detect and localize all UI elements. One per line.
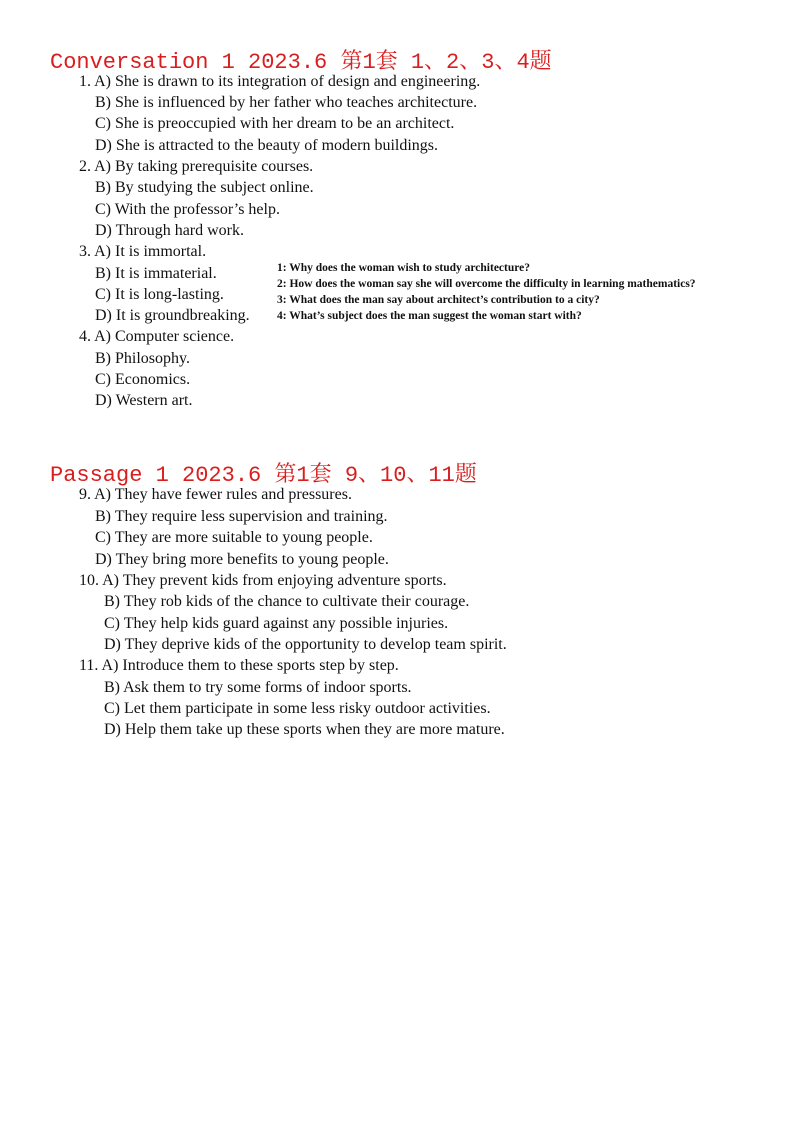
option-line: 9. A) They have fewer rules and pressures. [79, 486, 352, 503]
option-line: C) She is preoccupied with her dream to be an architect. [95, 115, 455, 132]
option-line: B) Ask them to try some forms of indoor sports. [104, 679, 412, 696]
option-line: 11. A) Introduce them to these sports step by step. [79, 657, 399, 674]
section-heading-conversation-1: Conversation 1 2023.6 第1套 1、2、3、4题 [50, 50, 552, 75]
option-line: C) Economics. [95, 371, 191, 388]
question-note: 2: How does the woman say she will overcome the difficulty in learning mathematics? [277, 278, 696, 290]
option-line: D) Through hard work. [95, 222, 245, 239]
question-note: 3: What does the man say about architect’s contribution to a city? [277, 294, 600, 306]
option-line: C) They help kids guard against any possible injuries. [104, 615, 449, 632]
option-line: D) She is attracted to the beauty of modern buildings. [95, 137, 439, 154]
question-note: 1: Why does the woman wish to study architecture? [277, 262, 531, 274]
option-line: 1. A) She is drawn to its integration of design and engineering. [79, 73, 481, 90]
option-line: D) It is groundbreaking. [95, 307, 250, 324]
question-notes [277, 260, 697, 324]
option-line: D) They bring more benefits to young people. [95, 551, 389, 568]
option-line: D) Western art. [95, 392, 193, 409]
section-heading-passage-1: Passage 1 2023.6 第1套 9、10、11题 [50, 463, 477, 488]
option-line: 2. A) By taking prerequisite courses. [79, 158, 314, 175]
option-line: 3. A) It is immortal. [79, 243, 207, 260]
option-line: B) They require less supervision and training. [95, 508, 388, 525]
option-line: B) Philosophy. [95, 350, 190, 367]
option-line: C) Let them participate in some less risky outdoor activities. [104, 700, 491, 717]
option-line: B) It is immaterial. [95, 265, 217, 282]
option-line: B) By studying the subject online. [95, 179, 314, 196]
option-line: C) With the professor’s help. [95, 201, 280, 218]
option-line: D) Help them take up these sports when they are more mature. [104, 721, 505, 738]
option-line: C) They are more suitable to young people. [95, 529, 373, 546]
option-line: C) It is long-lasting. [95, 286, 224, 303]
question-note: 4: What’s subject does the man suggest the woman start with? [277, 310, 582, 322]
option-line: B) They rob kids of the chance to cultivate their courage. [104, 593, 470, 610]
option-line: 4. A) Computer science. [79, 328, 235, 345]
option-line: D) They deprive kids of the opportunity to develop team spirit. [104, 636, 507, 653]
option-line: 10. A) They prevent kids from enjoying adventure sports. [79, 572, 447, 589]
option-line: B) She is influenced by her father who teaches architecture. [95, 94, 478, 111]
